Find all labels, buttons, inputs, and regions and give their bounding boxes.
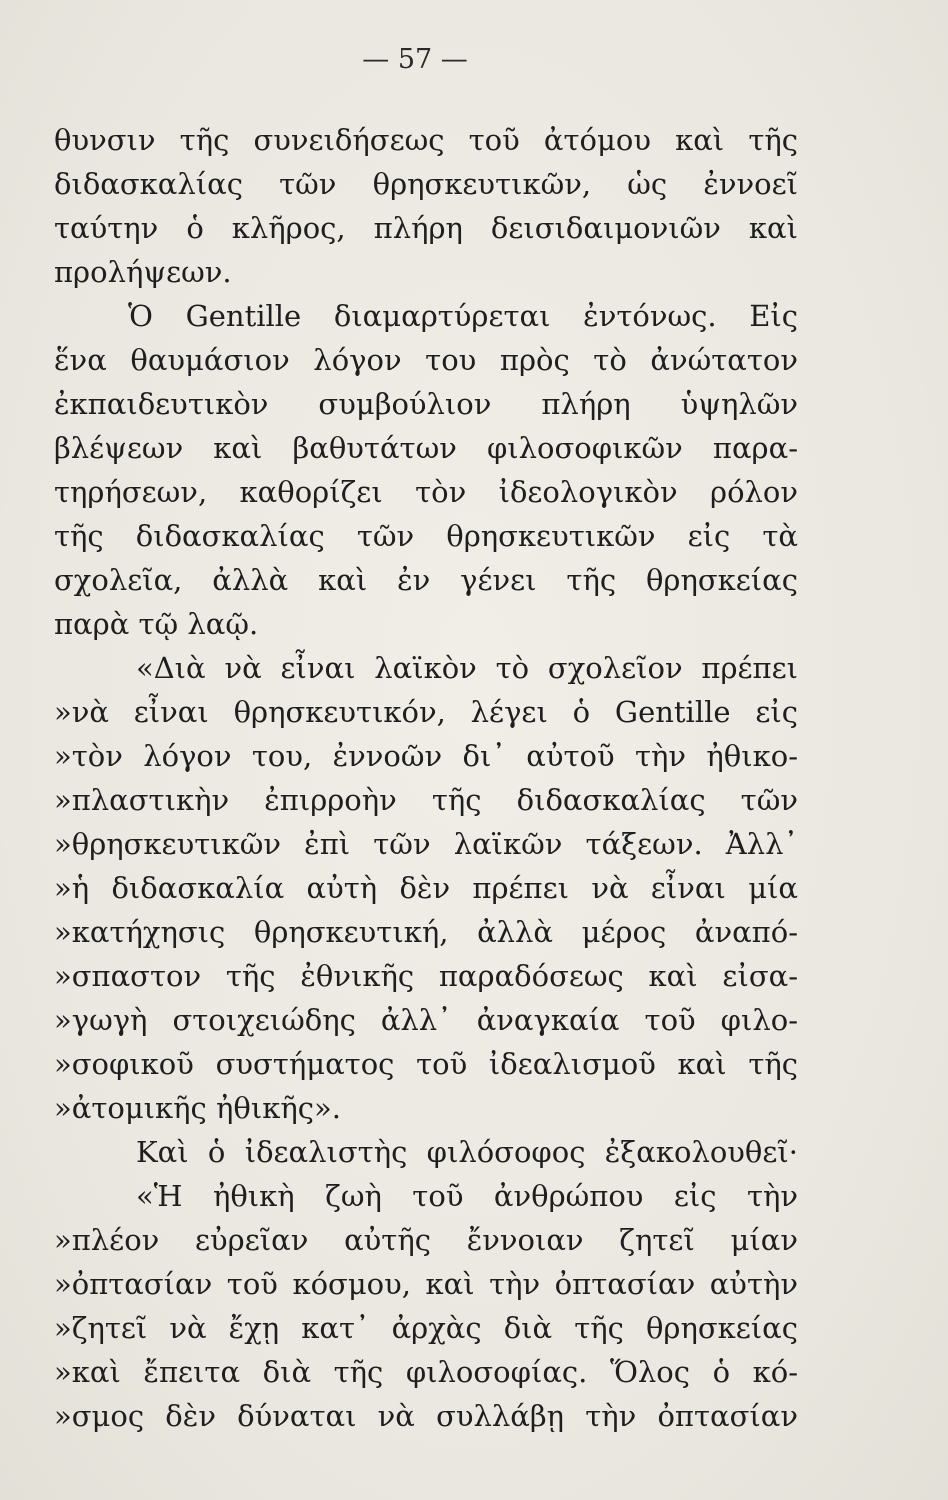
- page-number: — 57 —: [362, 44, 468, 75]
- text-line: »ὀπτασίαν τοῦ κόσμου, καὶ τὴν ὀπτασίαν αὐτὴν: [54, 1267, 798, 1301]
- text-line: τῆς διδασκαλίας τῶν θρησκευτικῶν εἰς τὰ: [54, 519, 798, 553]
- text-line: Ὁ Gentille διαμαρτύρεται ἐντόνως. Εἰς: [128, 299, 798, 333]
- text-line: «Ἡ ἠθικὴ ζωὴ τοῦ ἀνθρώπου εἰς τὴν: [136, 1179, 798, 1213]
- text-line: »θρησκευτικῶν ἐπὶ τῶν λαϊκῶν τάξεων. Ἀλλ᾽: [54, 827, 798, 861]
- text-line: ταύτην ὁ κλῆρος, πλήρη δεισιδαιμονιῶν καὶ: [54, 211, 798, 245]
- text-line: »γωγὴ στοιχειώδης ἀλλ᾽ ἀναγκαία τοῦ φιλο-: [54, 1003, 798, 1037]
- text-line: »καὶ ἔπειτα διὰ τῆς φιλοσοφίας. Ὅλος ὁ κό-: [54, 1355, 798, 1389]
- text-line: «Διὰ νὰ εἶναι λαϊκὸν τὸ σχολεῖον πρέπει: [136, 651, 798, 685]
- text-line: βλέψεων καὶ βαθυτάτων φιλοσοφικῶν παρα-: [54, 431, 798, 465]
- text-line: »ἡ διδασκαλία αὐτὴ δὲν πρέπει νὰ εἶναι μία: [54, 871, 798, 905]
- text-line: »πλαστικὴν ἐπιρροὴν τῆς διδασκαλίας τῶν: [54, 783, 798, 817]
- text-line: Καὶ ὁ ἰδεαλιστὴς φιλόσοφος ἐξακολουθεῖ·: [136, 1135, 798, 1169]
- text-line: θυνσιν τῆς συνειδήσεως τοῦ ἀτόμου καὶ τῆς: [54, 123, 798, 157]
- text-line: σχολεῖα, ἀλλὰ καὶ ἐν γένει τῆς θρησκείας: [54, 563, 798, 597]
- text-line: »πλέον εὐρεῖαν αὐτῆς ἔννοιαν ζητεῖ μίαν: [54, 1223, 798, 1257]
- text-line: »τὸν λόγον του, ἐννοῶν δι᾽ αὐτοῦ τὴν ἠθικο-: [54, 739, 798, 773]
- text-line: »σοφικοῦ συστήματος τοῦ ἰδεαλισμοῦ καὶ τῆς: [54, 1047, 798, 1081]
- text-line: διδασκαλίας τῶν θρησκευτικῶν, ὡς ἐννοεῖ: [54, 167, 798, 201]
- text-line: »σπαστον τῆς ἐθνικῆς παραδόσεως καὶ εἰσα-: [54, 959, 798, 993]
- text-line: »ζητεῖ νὰ ἔχῃ κατ᾽ ἀρχὰς διὰ τῆς θρησκείας: [54, 1311, 798, 1345]
- text-line: ἐκπαιδευτικὸν συμβούλιον πλήρη ὑψηλῶν: [54, 387, 798, 421]
- text-line: τηρήσεων, καθορίζει τὸν ἰδεολογικὸν ρόλον: [54, 475, 798, 509]
- text-line: προλήψεων.: [54, 255, 232, 289]
- text-line: »σμος δὲν δύναται νὰ συλλάβῃ τὴν ὀπτασίαν: [54, 1399, 798, 1433]
- text-line: παρὰ τῷ λαῷ.: [54, 607, 259, 641]
- text-line: »ἀτομικῆς ἠθικῆς».: [54, 1091, 341, 1125]
- text-line: »κατήχησις θρησκευτική, ἀλλὰ μέρος ἀναπό-: [54, 915, 798, 949]
- text-line: ἕνα θαυμάσιον λόγον του πρὸς τὸ ἀνώτατον: [54, 343, 798, 377]
- text-line: »νὰ εἶναι θρησκευτικόν, λέγει ὁ Gentille εἰς: [54, 695, 798, 729]
